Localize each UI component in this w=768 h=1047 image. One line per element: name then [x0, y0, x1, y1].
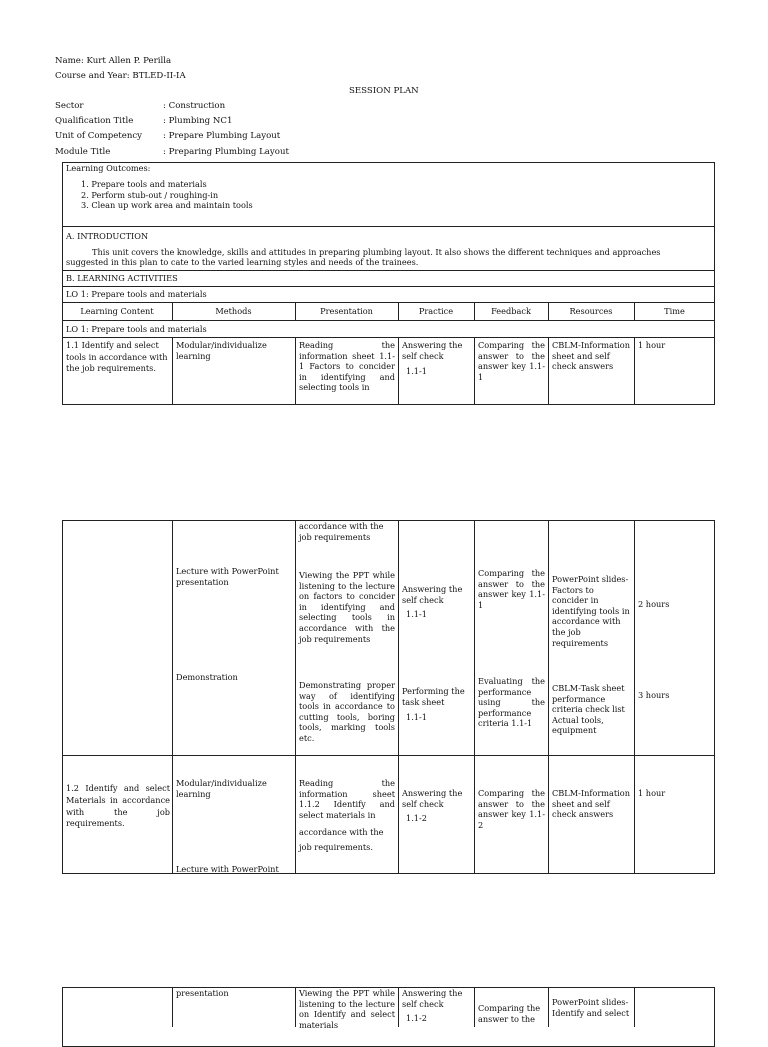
col-learning-content: Learning Content [80, 306, 154, 316]
course-year: Course and Year: BTLED-II-IA [55, 71, 186, 81]
practice-number-3: 1.1-1 [406, 712, 427, 722]
col-time: Time [664, 306, 685, 316]
method-modular-2: Modular/individualize learning [176, 778, 267, 799]
field-label-unit: Unit of Competency [55, 131, 143, 141]
activities-heading: B. LEARNING ACTIVITIES [66, 273, 178, 283]
field-label-sector: Sector [55, 101, 84, 111]
col-resources: Resources [569, 306, 613, 316]
resources-cblm: CBLM-Information sheet and self check answers [552, 340, 631, 372]
content-1-2: 1.2 Identify and select Materials in accordance with the job requirements. [66, 783, 170, 829]
method-demonstration: Demonstration [176, 672, 238, 682]
presentation-reading-2b: accordance with the job requirements. [299, 827, 384, 852]
intro-heading: A. INTRODUCTION [66, 231, 149, 241]
field-value-qualification: : Plumbing NC1 [163, 116, 233, 126]
practice-number-5: 1.1-2 [406, 1013, 427, 1023]
presentation-demo: Demonstrating proper way of identifying tools in accordance to cutting tools, boring tools, marking tools etc. [299, 680, 395, 743]
content-1-1: 1.1 Identify and select tools in accordance with the job requirements. [66, 340, 168, 373]
practice-self-check-5: Answering the self check [402, 988, 463, 1009]
presentation-reading-2: Reading the information sheet 1.1.2 Identify and select materials in [299, 778, 395, 820]
presentation-viewing-3: Viewing the PPT while listening to the lecture on Identify and select materials [299, 988, 395, 1030]
field-value-module: : Preparing Plumbing Layout [163, 147, 289, 157]
field-label-qualification: Qualification Title [55, 116, 134, 126]
student-name: Name: Kurt Allen P. Perilla [55, 56, 172, 66]
field-value-unit: : Prepare Plumbing Layout [163, 131, 281, 141]
time-1-hour: 1 hour [638, 340, 666, 350]
intro-text-line2: suggested in this plan to cate to the varied learning styles and needs of the trainees. [66, 257, 419, 267]
field-label-module: Module Title [55, 147, 111, 157]
feedback-compare-5: Comparing the answer to the [478, 1003, 541, 1024]
practice-task-sheet: Performing the task sheet [402, 686, 465, 707]
time-3-hours: 3 hours [638, 690, 670, 700]
presentation-reading: Reading the information sheet 1.1-1 Factors to concider in identifying and selecting tools in [299, 340, 395, 393]
feedback-compare-2: Comparing the answer to the answer key 1.1-1 [478, 568, 545, 610]
method-lecture: Lecture with PowerPoint presentation [176, 566, 279, 587]
resources-task: CBLM-Task sheet performance criteria check list Actual tools, equipment [552, 683, 625, 736]
practice-number: 1.1-1 [406, 366, 427, 376]
feedback-compare: Comparing the answer to the answer key 1.1-1 [478, 340, 545, 382]
time-2-hours: 2 hours [638, 599, 670, 609]
practice-self-check-2: Answering the self check [402, 584, 463, 605]
col-practice: Practice [418, 306, 454, 316]
lo-row: LO 1: Prepare tools and materials [66, 324, 207, 334]
method-lecture-2: Lecture with PowerPoint [176, 864, 279, 874]
practice-number-2: 1.1-1 [406, 609, 427, 619]
feedback-compare-4: Comparing the answer to the answer key 1.1-2 [478, 788, 545, 830]
time-1-hour-2: 1 hour [638, 788, 666, 798]
intro-text-line1: This unit covers the knowledge, skills and attitudes in preparing plumbing layout. It also shows the different techniques and approaches [92, 247, 661, 257]
outcomes-heading: Learning Outcomes: [66, 163, 151, 173]
outcome-item: 1. Prepare tools and materials [81, 179, 207, 189]
resources-ppt-3: PowerPoint slides- Identify and select [552, 997, 630, 1018]
outcome-item: 3. Clean up work area and maintain tools [81, 200, 253, 210]
field-value-sector: : Construction [163, 101, 226, 111]
resources-cblm-2: CBLM-Information sheet and self check answers [552, 788, 631, 820]
method-modular: Modular/individualize learning [176, 340, 267, 361]
presentation-viewing: Viewing the PPT while listening to the lecture on factors to concider in identifying and selecting tools in accordance with the job requirements [299, 570, 395, 644]
col-presentation: Presentation [320, 306, 373, 316]
presentation-cont: accordance with the job requirements [299, 521, 384, 542]
page-title: SESSION PLAN [349, 86, 419, 96]
resources-ppt: PowerPoint slides- Factors to concider in identifying tools in accordance with the job requirements [552, 574, 630, 648]
col-feedback: Feedback [491, 306, 531, 316]
feedback-evaluate: Evaluating the performance using the performance criteria 1.1-1 [478, 676, 545, 729]
practice-self-check: Answering the self check [402, 340, 463, 361]
col-methods: Methods [215, 306, 252, 316]
practice-number-4: 1.1-2 [406, 813, 427, 823]
outcome-item: 2. Perform stub-out / roughing-in [81, 190, 219, 200]
method-presentation: presentation [176, 988, 229, 998]
lo-heading: LO 1: Prepare tools and materials [66, 289, 207, 299]
practice-self-check-4: Answering the self check [402, 788, 463, 809]
